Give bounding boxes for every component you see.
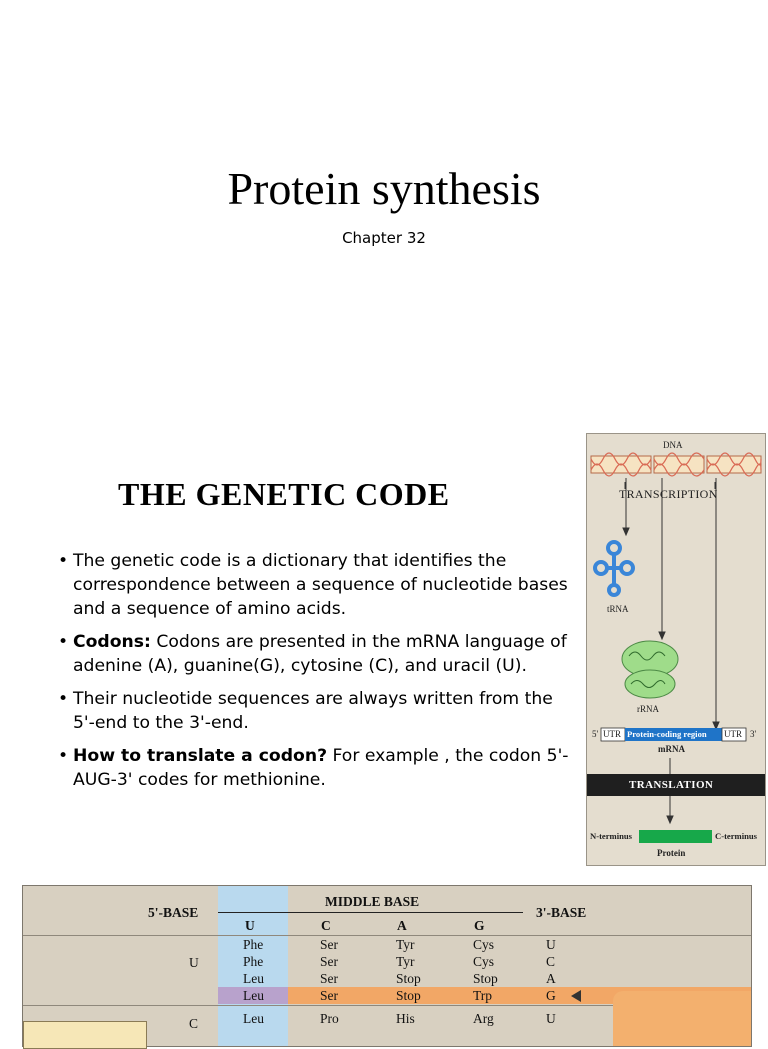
codon-cell: Cys	[473, 954, 495, 969]
third-base-cell: C	[546, 954, 556, 969]
trna-icon	[595, 542, 633, 595]
rrna-label: rRNA	[637, 704, 659, 714]
utr-left-label: UTR	[603, 729, 621, 739]
codon-cell: Trp	[473, 988, 493, 1003]
codon-cell: Ser	[320, 988, 338, 1003]
codon-cell: Stop	[396, 971, 421, 986]
third-base-cell: A	[546, 971, 556, 986]
middle-base-rule	[218, 912, 523, 913]
middle-base-header: MIDDLE BASE	[325, 894, 420, 909]
coding-region-label: Protein-coding region	[627, 729, 707, 739]
bullet-text: The genetic code is a dictionary that identifies the correspondence between a sequence of nucleotide bases and a sequence of amino acids.	[73, 551, 568, 619]
header-rule	[23, 935, 751, 936]
transcription-label: TRANSCRIPTION	[619, 487, 718, 501]
protein-bar	[639, 830, 712, 843]
codon-cell: Arg	[473, 1011, 494, 1026]
column-header: U	[245, 918, 255, 933]
column-header: A	[397, 918, 407, 933]
ribosome-icon	[622, 641, 678, 698]
codon-cell: Ser	[320, 954, 338, 969]
bullet-bold: Codons:	[73, 632, 151, 652]
bullet-text: Their nucleotide sequences are always written from the 5'-end to the 3'-end.	[73, 689, 553, 733]
codon-cell: Ser	[320, 937, 338, 952]
first-base-label: U	[189, 955, 199, 970]
five-prime-label: 5'	[592, 729, 599, 739]
codon-cell: His	[396, 1011, 415, 1026]
codon-table	[22, 885, 752, 1047]
codon-cell: Stop	[396, 988, 421, 1003]
n-terminus-label: N-terminus	[590, 831, 633, 841]
bullet-text: For example , the codon 5'-AUG-3' codes for methionine.	[73, 746, 569, 790]
first-base-label: C	[189, 1016, 199, 1031]
codon-cell: Leu	[243, 971, 264, 986]
bullet-list	[58, 549, 578, 801]
arrow-icon	[571, 990, 581, 1002]
codon-cell: Tyr	[396, 954, 415, 969]
codon-cell: Ser	[320, 971, 338, 986]
column-header: G	[474, 918, 485, 933]
bullet-bold: How to translate a codon?	[73, 746, 328, 766]
codon-cell: Leu	[243, 1011, 264, 1026]
codon-cell: Phe	[243, 937, 264, 952]
bullet-item	[58, 549, 578, 621]
five-base-header: 5'-BASE	[148, 905, 199, 920]
translation-label: TRANSLATION	[629, 779, 714, 791]
column-header: C	[321, 918, 331, 933]
dna-helix	[591, 453, 761, 476]
third-base-cell: U	[546, 937, 556, 952]
mrna-label: mRNA	[658, 744, 685, 754]
trna-label: tRNA	[607, 604, 629, 614]
bullet-item	[58, 687, 578, 735]
bullet-item	[58, 630, 578, 678]
callout-box	[23, 1021, 147, 1049]
slide-title: Protein synthesis	[227, 163, 541, 214]
dna-label: DNA	[663, 440, 683, 450]
protein-label: Protein	[657, 848, 686, 858]
third-base-cell: U	[546, 1011, 556, 1026]
utr-right-label: UTR	[724, 729, 742, 739]
protein-synthesis-diagram	[586, 433, 766, 866]
codon-cell: Phe	[243, 954, 264, 969]
c-terminus-label: C-terminus	[715, 831, 758, 841]
section-heading: THE GENETIC CODE	[118, 476, 450, 512]
bullet-text: Codons are presented in the mRNA language of adenine (A), guanine(G), cytosine (C), and uracil (U).	[73, 632, 567, 676]
codon-cell: Cys	[473, 937, 495, 952]
third-base-cell: G	[546, 988, 556, 1003]
three-base-header: 3'-BASE	[536, 905, 587, 920]
codon-cell: Leu	[243, 988, 264, 1003]
arrow-callout	[613, 991, 751, 1046]
slide-subtitle: Chapter 32	[342, 229, 426, 247]
codon-cell: Pro	[320, 1011, 339, 1026]
three-prime-label: 3'	[750, 729, 757, 739]
bullet-item	[58, 744, 578, 792]
codon-cell: Stop	[473, 971, 498, 986]
codon-cell: Tyr	[396, 937, 415, 952]
